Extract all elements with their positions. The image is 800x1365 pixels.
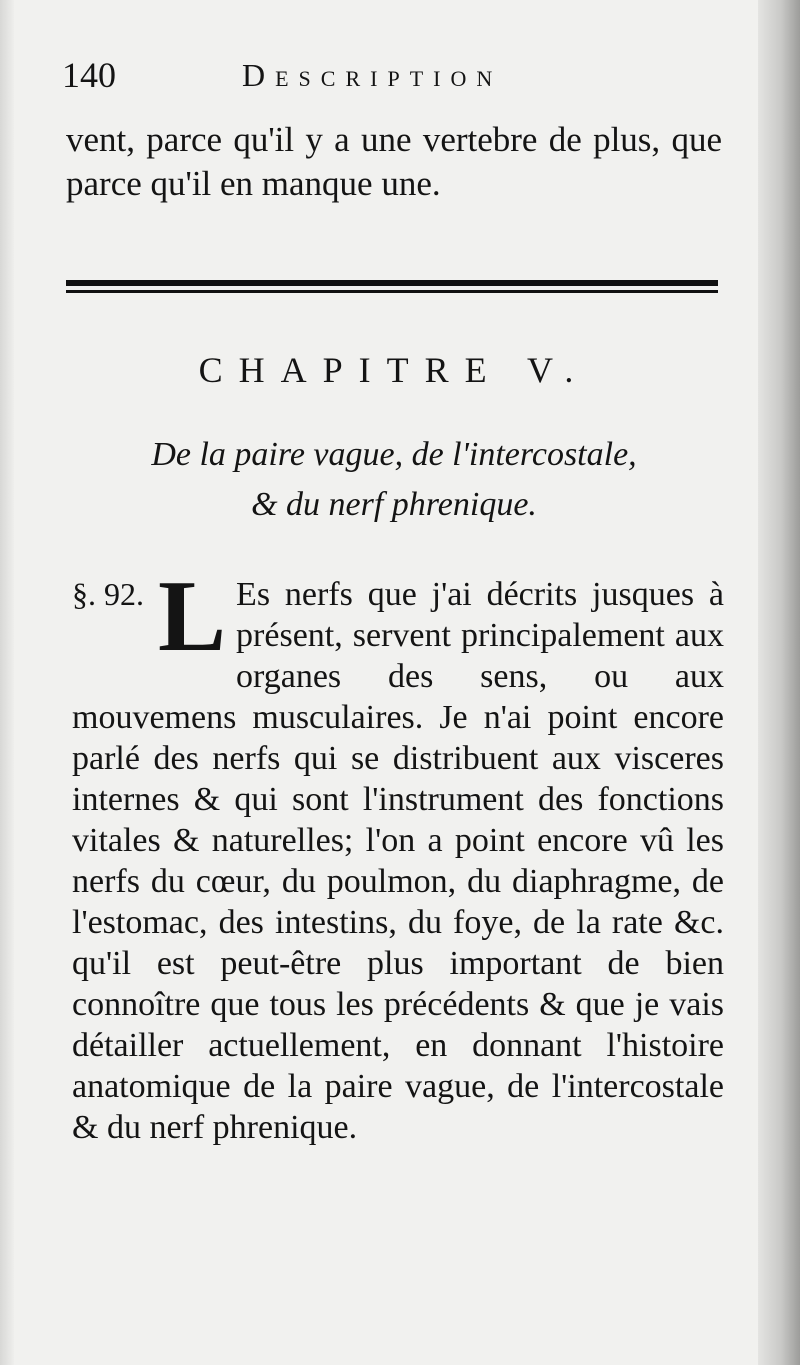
running-title: Description: [242, 57, 503, 93]
chapter-heading: CHAPITRE V.: [198, 350, 590, 390]
carry-over-paragraph: vent, parce qu'il y a une vertebre de plus, que parce qu'il en manque une.: [66, 120, 722, 203]
chapter-subtitle: [66, 430, 722, 530]
chapter-subtitle-line-2: & du nerf phrenique.: [251, 486, 537, 523]
running-head: [62, 50, 722, 100]
page-left-edge: [0, 0, 14, 1365]
divider-thick-line: [66, 280, 718, 286]
divider-thin-line: [66, 290, 718, 293]
section-paragraph: [72, 560, 724, 1148]
chapter-subtitle-line-1: De la paire vague, de l'intercostale,: [151, 436, 637, 473]
chapter-divider-rule: [66, 280, 718, 298]
page-binding-edge: [758, 0, 800, 1365]
page-number: 140: [62, 55, 116, 95]
section-body-text: Es nerfs que j'ai décrits jusques à présent, servent principalement aux organes des sens, ou aux mouvemens musculaires. Je n'ai point encore parlé des nerfs qui se distribuent aux visceres internes & qui sont l'instrument des fonctions vitales & naturelles; l'on a point encore vû les nerfs du cœur, du poulmon, du diaphragme, de l'estomac, des intestins, du foye, de la rate &c. qu'il est peut-être plus important de bien connoître que tous les précédents & que je vais détailler actuellement, en donnant l'histoire anatomique de la paire vague, de l'intercostale & du nerf phrenique.: [72, 576, 724, 1146]
section-marker: §. 92.: [72, 576, 144, 612]
drop-cap: L: [158, 560, 227, 673]
